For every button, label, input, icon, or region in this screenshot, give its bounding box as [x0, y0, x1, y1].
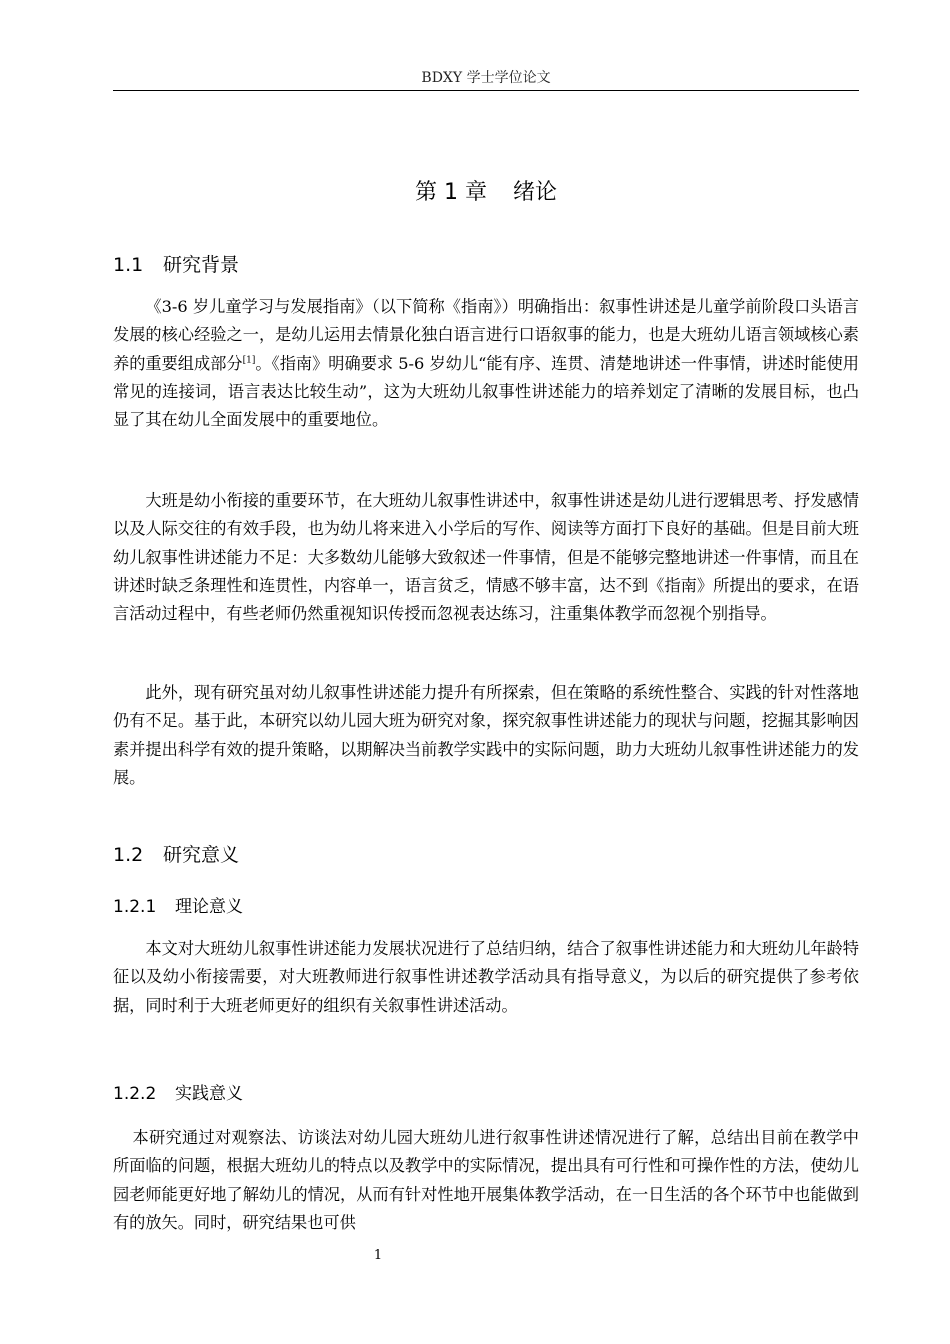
paragraph-text: 。《指南》明确要求 5-6 岁幼儿“能有序、连贯、清楚地讲述一件事情，讲述时能使用常见的连接词，语言表达比较生动”，这为大班幼儿叙事性讲述能力的培养划定了清晰的发展目标，也凸显了其在幼儿全面发展中的重要地位。: [113, 353, 859, 430]
paragraph-background-3: 此外，现有研究虽对幼儿叙事性讲述能力提升有所探索，但在策略的系统性整合、实践的针对性落地仍有不足。基于此，本研究以幼儿园大班为研究对象，探究叙事性讲述能力的现状与问题，挖掘其影响因素并提出科学有效的提升策略，以期解决当前教学实践中的实际问题，助力大班幼儿叙事性讲述能力的发展。: [113, 683, 859, 787]
paragraph-background-1: [113, 293, 859, 434]
subsection-title: 实践意义: [175, 1084, 243, 1104]
section-number: 1.1: [113, 254, 144, 276]
chapter-name: 绪论: [512, 180, 557, 205]
running-header: BDXY 学士学位论文: [421, 70, 551, 86]
subsection-heading-1-2-2: [113, 1081, 859, 1107]
section-title: 研究意义: [163, 844, 240, 866]
section-number: 1.2: [113, 844, 144, 866]
section-title: 研究背景: [163, 254, 240, 276]
subsection-title: 理论意义: [175, 897, 243, 917]
subsection-number: 1.2.2: [113, 1084, 157, 1104]
section-heading-1-2: [113, 841, 859, 869]
subsection-number: 1.2.1: [113, 897, 157, 917]
citation-marker: [1]: [242, 355, 256, 366]
section-heading-1-1: [113, 251, 859, 279]
paragraph-text: 《3-6 岁儿童学习与发展指南》（以下简称《指南》）明确指出：叙事性讲述是儿童学前阶段口头语言发展的核心经验之一，是幼儿运用去情景化独白语言进行口语叙事的能力，也是大班幼儿语言领域核心素养的重要组成部分: [113, 297, 859, 373]
header-rule: [113, 90, 859, 91]
subsection-heading-1-2-1: [113, 894, 859, 920]
page-number: 1: [373, 1248, 383, 1263]
paragraph-practice: 本研究通过对观察法、访谈法对幼儿园大班幼儿进行叙事性讲述情况进行了解，总结出目前在教学中所面临的问题，根据大班幼儿的特点以及教学中的实际情况，提出具有可行性和可操作性的方法，使幼儿园老师能更好地了解幼儿的情况，从而有针对性地开展集体教学活动，在一日生活的各个环节中也能做到有的放矢。同时，研究结果也可供: [113, 1128, 859, 1232]
chapter-title: [113, 176, 859, 210]
chapter-number: 第 1 章: [415, 180, 487, 205]
paragraph-background-2: 大班是幼小衔接的重要环节，在大班幼儿叙事性讲述中，叙事性讲述是幼儿进行逻辑思考、抒发感情以及人际交往的有效手段，也为幼儿将来进入小学后的写作、阅读等方面打下良好的基础。但是目前大班幼儿叙事性讲述能力不足：大多数幼儿能够大致叙述一件事情，但是不能够完整地讲述一件事情，而且在讲述时缺乏条理性和连贯性，内容单一，语言贫乏，情感不够丰富，达不到《指南》所提出的要求，在语言活动过程中，有些老师仍然重视知识传授而忽视表达练习，注重集体教学而忽视个别指导。: [113, 491, 859, 624]
paragraph-theory: 本文对大班幼儿叙事性讲述能力发展状况进行了总结归纳，结合了叙事性讲述能力和大班幼儿年龄特征以及幼小衔接需要，对大班教师进行叙事性讲述教学活动具有指导意义，为以后的研究提供了参考依据，同时利于大班老师更好的组织有关叙事性讲述活动。: [113, 939, 859, 1015]
